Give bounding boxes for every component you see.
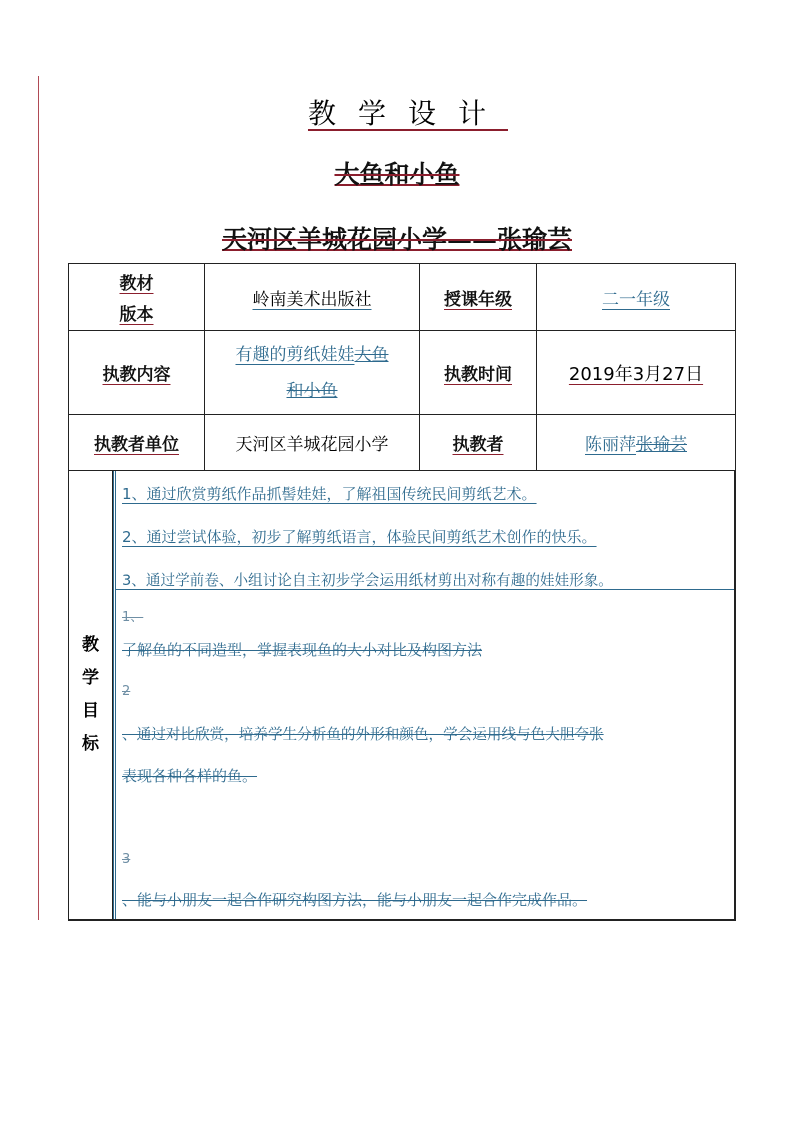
goal-new-2: 2、通过尝试体验，初步了解剪纸语言，体验民间剪纸艺术创作的快乐。	[122, 528, 597, 546]
goals-label-column	[69, 471, 113, 919]
grade-value: 二一年级	[537, 264, 736, 331]
teaching-time-value: 2019年3月27日	[537, 331, 736, 415]
goal-old-number-3: 3	[122, 852, 131, 867]
label-teacher-unit: 执教者单位	[69, 415, 205, 471]
goal-old-2a: 、通过对比欣赏，培养学生分析鱼的外形和颜色，学会运用线与色大胆夸张	[122, 726, 604, 743]
goal-old-1: 了解鱼的不同造型，掌握表现鱼的大小对比及构图方法	[122, 641, 483, 659]
goal-old-number-2: 2	[122, 684, 131, 699]
goal-new-1: 1、通过欣赏剪纸作品抓髻娃娃，了解祖国传统民间剪纸艺术。	[122, 485, 537, 503]
row-content	[69, 331, 736, 415]
row-textbook	[69, 264, 736, 331]
goals-label-char-2: 学	[82, 668, 99, 688]
lesson-subtitle: 大鱼和小鱼	[334, 160, 460, 189]
publisher-value: 岭南美术出版社	[205, 264, 420, 331]
label-teaching-content: 执教内容	[69, 331, 205, 415]
goals-block	[68, 470, 735, 920]
goal-old-number-1: 1、	[122, 610, 144, 625]
left-margin-line	[38, 76, 39, 920]
label-textbook-version: 教材 版本	[69, 264, 205, 331]
goal-new-3: 3、通过学前卷、小组讨论自主初步学会运用纸材剪出对称有趣的娃娃形象。	[122, 572, 613, 589]
author-line: 天河区羊城花园小学——张瑜芸	[221, 225, 572, 254]
teacher-unit-value: 天河区羊城花园小学	[205, 415, 420, 471]
goals-label-char-3: 目	[82, 701, 99, 721]
goals-label-char-1: 教	[82, 635, 99, 655]
goal-old-3: 、能与小朋友一起合作研究构图方法，能与小朋友一起合作完成作品。	[122, 891, 588, 909]
teacher-value: 陈丽萍张瑜芸	[537, 415, 736, 471]
label-teacher: 执教者	[420, 415, 537, 471]
goals-label-char-4: 标	[82, 734, 99, 754]
goals-text-column	[113, 471, 734, 919]
goals-separator	[116, 589, 734, 590]
goal-old-2b: 表现各种各样的鱼。	[122, 767, 258, 785]
row-teacher	[69, 415, 736, 471]
label-teaching-time: 执教时间	[420, 331, 537, 415]
document-title: 教学设计	[307, 97, 508, 130]
label-grade: 授课年级	[420, 264, 537, 331]
teaching-content-value: 有趣的剪纸娃娃大鱼 和小鱼	[205, 331, 420, 415]
